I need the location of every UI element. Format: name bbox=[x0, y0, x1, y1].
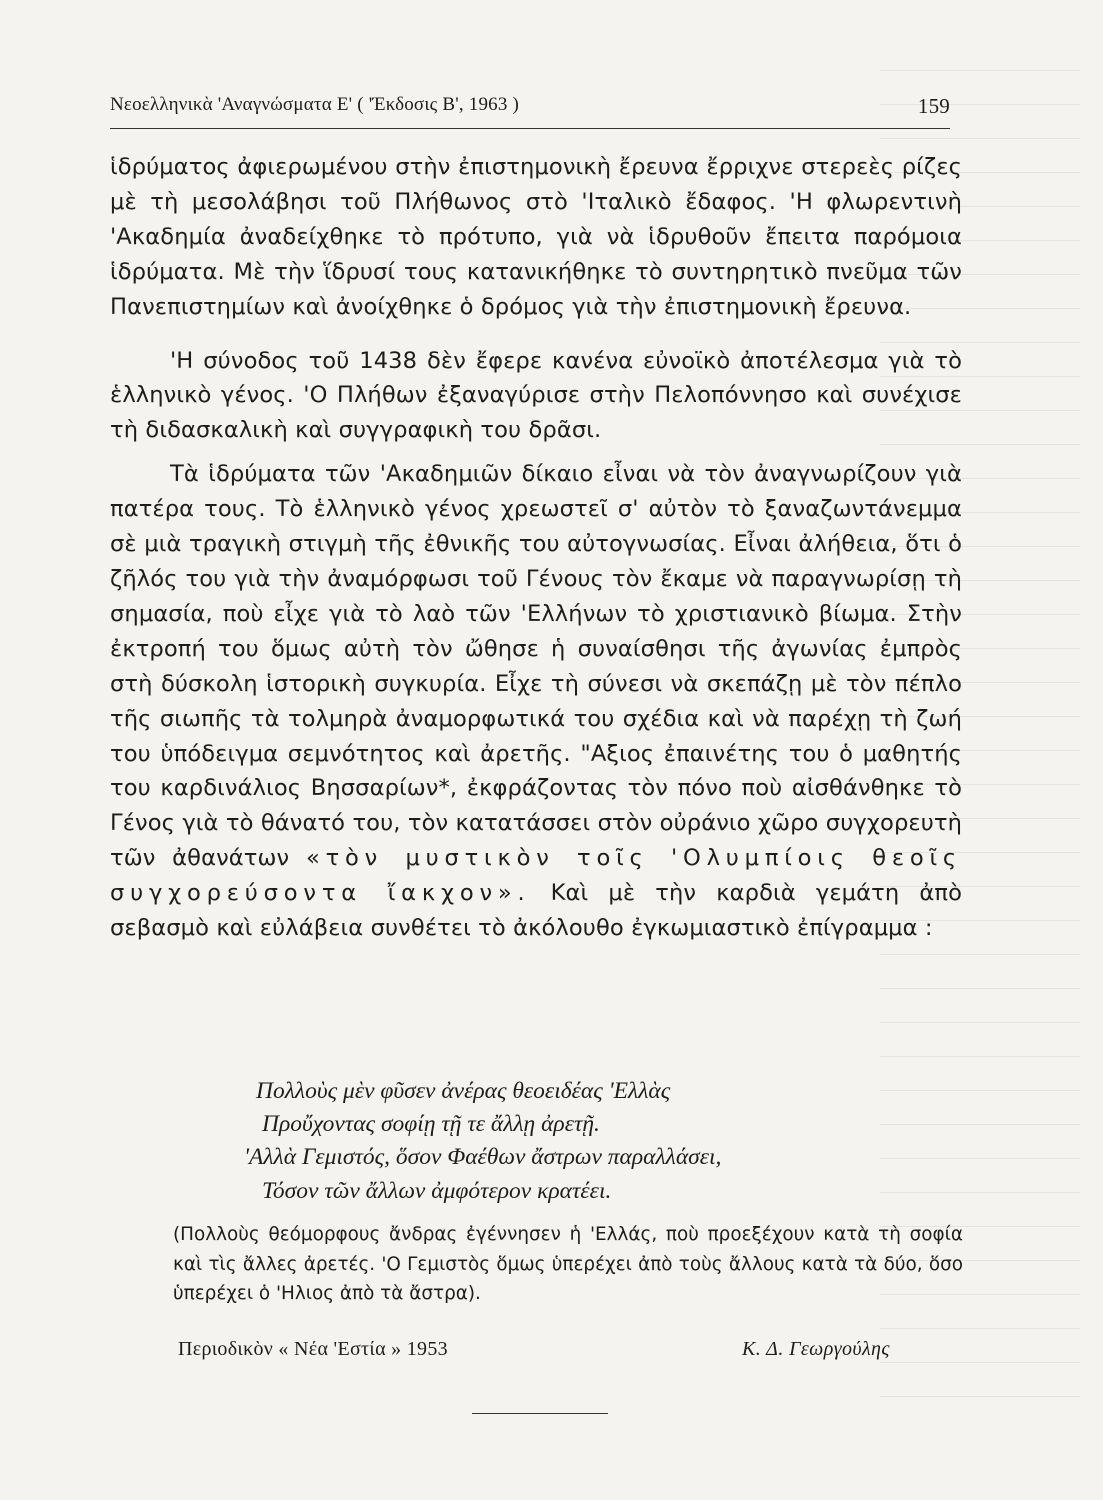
epigram-line-4: Τόσον τῶν ἄλλων ἀμφότερον κρατέει. bbox=[262, 1177, 612, 1204]
paragraph-3-text: Τὰ ἱδρύματα τῶν 'Ακαδημιῶν δίκαιο εἶναι νὰ τὸν ἀναγνωρίζουν γιὰ πατέρα τους. Τὸ ἑλληνικὸ γένος χρεωστεῖ σ' αὐτὸν τὸ ξαναζωντάνεμμα σὲ μιὰ τραγικὴ στιγμὴ τῆς ἐθνικῆς του αὐτογνωσίας. Εἶναι ἀλήθεια, ὅτι ὁ ζῆλός του γιὰ τὴν ἀναμόρφωσι τοῦ Γένους τὸν ἔκαμε νὰ παραγνωρίσῃ τὴ σημασία, ποὺ εἶχε γιὰ τὸ λαὸ τῶν 'Ελλήνων τὸ χριστιανικὸ βίωμα. Στὴν ἐκτροπή του ὅμως αὐτὴ τὸν ὤθησε ἡ συναίσθησι τῆς ἀγωνίας ἐμπρὸς στὴ δύσκολη ἱστορικὴ συγκυρία. Εἶχε τὴ σύνεσι νὰ σκεπάζῃ μὲ τὸν πέπλο τῆς σιωπῆς τὰ τολμηρὰ ἀναμορφωτικά του σχέδια καὶ νὰ παρέχῃ τὴ ζωή του ὑπόδειγμα σεμνότητος καὶ ἀρετῆς. "Αξιος ἐπαινέτης του ὁ μαθητής του καρδινάλιος Βησσαρίων*, ἐκφράζοντας τὸν πόνο ποὺ αἰσθάνθηκε τὸ Γένος γιὰ τὸ θάνατό του, τὸν κατατάσσει στὸν οὐράνιο χῶρο συγχορευτὴ τῶν ἀθανάτων bbox=[110, 461, 962, 872]
body-text bbox=[110, 150, 962, 946]
paragraph-1: ἱδρύματος ἀφιερωμένου στὴν ἐπιστημονικὴ ἔρευνα ἔρριχνε στερεὲς ρίζες μὲ τὴ μεσολάβησι τοῦ Πλήθωνος στὸ 'Ιταλικὸ ἔδαφος. 'Η φλωρεντινὴ 'Ακαδημία ἀναδείχθηκε τὸ πρότυπο, γιὰ νὰ ἱδρυθοῦν ἔπειτα παρόμοια ἱδρύματα. Μὲ τὴν ἵδρυσί τους κατανικήθηκε τὸ συντηρητικὸ πνεῦμα τῶν Πανεπιστημίων καὶ ἀνοίχθηκε ὁ δρόμος γιὰ τὴν ἐπιστημονικὴ ἔρευνα. bbox=[110, 154, 962, 320]
epigram bbox=[244, 1075, 722, 1208]
source-citation: Περιοδικὸν « Νέα 'Εστία » 1953 bbox=[178, 1338, 448, 1360]
paragraph-2: 'Η σύνοδος τοῦ 1438 δὲν ἔφερε κανένα εὐνοϊκὸ ἀποτέλεσμα γιὰ τὸ ἑλληνικὸ γένος. 'Ο Πλήθων ἐξαναγύρισε στὴν Πελοπόννησο καὶ συνέχισε τὴ διδασκαλικὴ καὶ συγγραφικὴ του δρᾶσι. bbox=[110, 347, 962, 444]
epigram-translation: (Πολλοὺς θεόμορφους ἄνδρας ἐγέννησεν ἡ 'Ελλάς, ποὺ προεξέχουν κατὰ τὴ σοφία καὶ τὶς ἄλλες ἀρετές. 'Ο Γεμιστὸς ὅμως ὑπερέχει ἀπὸ τοὺς ἄλλους κατὰ τὰ δύο, ὅσο ὑπερέχει ὁ 'Ηλιος ἀπὸ τὰ ἄστρα). bbox=[173, 1224, 963, 1305]
header-rule bbox=[110, 128, 950, 129]
end-rule bbox=[472, 1413, 608, 1414]
epigram-line-3: 'Αλλὰ Γεμιστός, ὅσον Φαέθων ἄστρων παραλλάσει, bbox=[244, 1144, 722, 1171]
running-header bbox=[110, 94, 950, 128]
author-name: Κ. Δ. Γεωργούλης bbox=[742, 1338, 890, 1360]
epigram-line-2: Προὔχοντας σοφίῃ τῇ τε ἄλλῃ ἀρετῇ. bbox=[262, 1111, 600, 1138]
header-title: Νεοελληνικὰ 'Αναγνώσματα Ε' ( 'Έκδοσις Β', 1963 ) bbox=[110, 94, 520, 115]
epigram-line-1: Πολλοὺς μὲν φῦσεν ἀνέρας θεοειδέας 'Ελλὰς bbox=[256, 1078, 671, 1104]
paragraph-3 bbox=[110, 457, 962, 946]
spaced-quote: «τὸν μυστικὸν τοῖς 'Ολυμπίοις θεοῖς συγχορεύσοντα ἴακχον». bbox=[110, 845, 962, 907]
page-number: 159 bbox=[917, 94, 950, 118]
paragraph-3-ending: Καὶ μὲ τὴν καρδιὰ γεμάτη ἀπὸ σεβασμὸ καὶ εὐλάβεια συνθέτει τὸ ἀκόλουθο ἐγκωμιαστικὸ ἐπίγραμμα : bbox=[110, 880, 962, 942]
